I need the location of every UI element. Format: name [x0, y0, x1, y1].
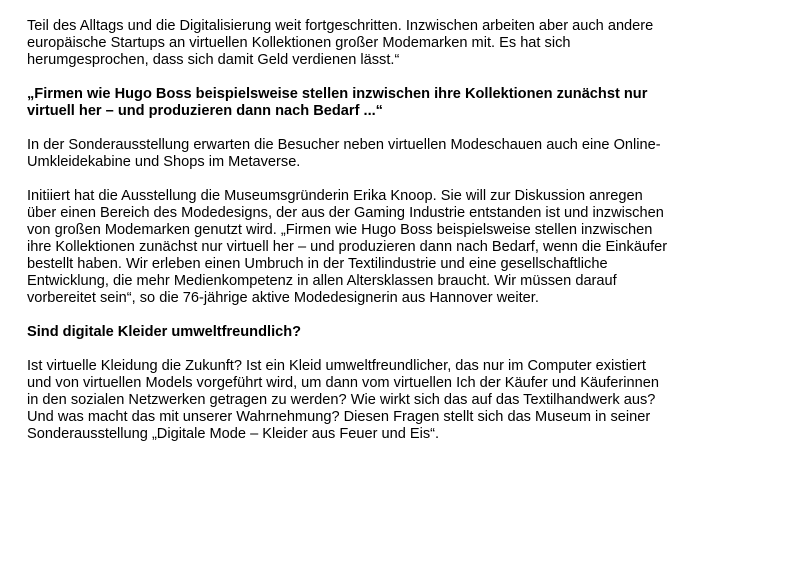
text-line: über einen Bereich des Modedesigns, der aus der Gaming Industrie entstanden ist und inzwischen — [27, 205, 664, 221]
text-line: Und was macht das mit unserer Wahrnehmung? Diesen Fragen stellt sich das Museum in seiner — [27, 409, 651, 425]
text-line: in den sozialen Netzwerken getragen zu werden? Wie wirkt sich das auf das Textilhandwerk aus? — [27, 392, 656, 408]
text-line: In der Sonderausstellung erwarten die Besucher neben virtuellen Modeschauen auch eine Online- — [27, 137, 661, 153]
text-line: und von virtuellen Models vorgeführt wird, um dann vom virtuellen Ich der Käufer und Käuferinnen — [27, 375, 659, 391]
text-line: Sonderausstellung „Digitale Mode – Kleider aus Feuer und Eis“. — [27, 426, 440, 442]
section-heading — [27, 324, 787, 341]
text-line: Initiiert hat die Ausstellung die Museumsgründerin Erika Knoop. Sie will zur Diskussion anregen — [27, 188, 643, 204]
text-line: Sind digitale Kleider umweltfreundlich? — [27, 324, 302, 340]
paragraph-exhibition — [27, 137, 787, 171]
text-line: Umkleidekabine und Shops im Metaverse. — [27, 154, 301, 170]
pull-quote — [27, 86, 787, 120]
text-line: europäische Startups an virtuellen Kollektionen großer Modemarken mit. Es hat sich — [27, 35, 571, 51]
paragraph-founder — [27, 188, 787, 307]
text-line: herumgesprochen, dass sich damit Geld verdienen lässt.“ — [27, 52, 400, 68]
paragraph-intro — [27, 18, 787, 69]
text-line: „Firmen wie Hugo Boss beispielsweise stellen inzwischen ihre Kollektionen zunächst nur — [27, 86, 648, 102]
text-line: vorbereitet sein“, so die 76-jährige aktive Modedesignerin aus Hannover weiter. — [27, 290, 539, 306]
paragraph-questions — [27, 358, 787, 443]
text-line: Ist virtuelle Kleidung die Zukunft? Ist ein Kleid umweltfreundlicher, das nur im Computer existiert — [27, 358, 646, 374]
text-line: virtuell her – und produzieren dann nach Bedarf ...“ — [27, 103, 383, 119]
text-line: Teil des Alltags und die Digitalisierung weit fortgeschritten. Inzwischen arbeiten aber auch andere — [27, 18, 654, 34]
text-line: ihre Kollektionen zunächst nur virtuell her – und produzieren dann nach Bedarf, wenn die Einkäufer — [27, 239, 668, 255]
document-page — [27, 18, 787, 460]
text-line: von großen Modemarken genutzt wird. „Firmen wie Hugo Boss beispielsweise stellen inzwischen — [27, 222, 653, 238]
text-line: Entwicklung, die mehr Medienkompetenz in allen Altersklassen braucht. Wir müssen darauf — [27, 273, 617, 289]
text-line: bestellt haben. Wir erleben einen Umbruch in der Textilindustrie und eine gesellschaftliche — [27, 256, 608, 272]
